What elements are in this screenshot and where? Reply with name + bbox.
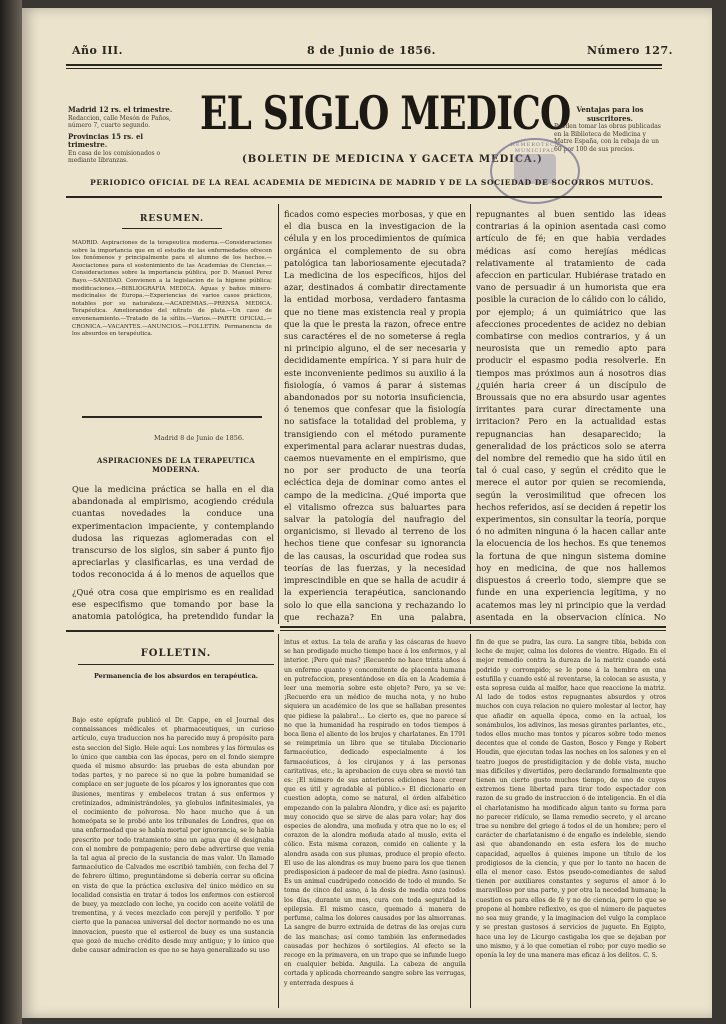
issue-number: Número 127. — [587, 44, 673, 57]
left-price-2: Provincias 15 rs. el trimestre. — [68, 131, 144, 149]
right-note: Pueden tomar las obras publicadas en la Biblioteca de Medicina y Matre España, con la rebaja de un 60 por 100 de sus precios. — [554, 123, 661, 153]
article-right-column: repugnantes al buen sentido las ideas contrarias á la opinion asentada casi como artículo de fé; en que habia verdades médicas así como herejías médicas relativamente al tratamiento de cada afeccion en particular. Hubiérase tratado en vano de persuadir á un humorista que era posible la curacion de lo cálido con lo cálido, por ejemplo; á un quimiátrico que las afecciones procedentes de acidez no debian combatirse con medios contrarios, y á un neurosista que un remedio apto para producir el espasmo podia resolverle. En tiempos mas próximos aun á nosotros dias ¿quién haria creer á un discípulo de Broussais que no era absurdo usar agentes irritantes para curar directamente una irritacion? Pero en la actualidad estas repugnancias han desaparecido; la generalidad de los prácticos solo se aterra del nombre del remedio que ha sido útil en tal ó cual caso, y según el crédito que le merece el autor por quien se recomienda, según la verosimilitud que ofrecen los hechos referidos, así se deciden á repetir los experimentos, sin consultar la teoría, porque ó no admiten ninguna ó la hacen callar ante la elocuencia de los hechos. Es que tenemos la fortuna de que ningun sistema domine hoy en medicina, de que nos hallemos dispuestos á creerlo todo, siempre que se funde en una experiencia legítima, y no acatemos mas ley ni principio que la verdad asentada en la observacion clínica. No — [476, 209, 666, 622]
article-para-2: ¿Qué otra cosa que empirismo es en realidad ese especifismo que tomando por base la anatomia patológica, ha pretendido fundar la — [72, 587, 274, 622]
masthead-subtitle: (BOLETIN DE MEDICINA Y GACETA MEDICA.) — [242, 154, 543, 165]
article-dateline: Madrid 8 de Junio de 1856. — [154, 434, 245, 442]
folletin-subheading: Permanencia de los absurdos en terapéutica. — [93, 672, 259, 680]
article-para-1: Que la medicina práctica se halla en el dia abandonada al empirismo, acogiendo crédula cuantas novedades la conduce una experimentacion impaciente, y contemplando dudosa las riquezas aglomeradas con el transcurso de los siglos, sin saber á punto fijo apreciarlas y clasificarlas, es una verdad de todos reconocida á á lo menos de aquellos que — [72, 484, 274, 580]
top-thin-rule — [66, 68, 662, 69]
masthead-title: EL SIGLO MEDICO — [200, 86, 571, 140]
folletin-heading-rule — [78, 664, 274, 665]
summary-end-rule — [82, 416, 262, 418]
article-heading: ASPIRACIONES DE LA TERAPEUTICA MODERNA. — [96, 456, 256, 474]
newspaper-page — [22, 8, 712, 1018]
issue-date: 8 de Junio de 1856. — [307, 44, 437, 57]
summary-heading: RESUMEN. — [139, 214, 205, 224]
left-note-2: En casa de los comisionados o mediante libranzas. — [68, 149, 161, 164]
folletin-rule-right-thin — [280, 630, 666, 631]
folletin-column-2: intus et extus. La tela de araña y las cáscaras de huevo se han prodigado mucho tiempo hace á los enfermos, y al interior. ¡Pero qué mas? ¡Recuerdo no hace trinta años á un enfermo quanto y concomitente de placenta humana en putrefaccion, presentándose en día en la Academia á leer una memoria sobre este objeto? Pero, ya se ve: ¡Recuerdo era un médico de mucha nota, y no hubo siquiera un académico de los que se hallaban presentes que pidiese la palabra!... Lo cierto es, que no parece sí no que la humanidad ha respirado en todos tiempos á boca llena el aliento de los brujos y charlatanes. En 1791 se reimprimia un libro que se titulaba Diccionario farmacéutico, dedicado especialmente á los farmacéuticos, á los cirujanos y á las personas caritativas, etc.; la aprobacion de cuya obra se movió tan es: ¡El número de sus anteriores ediciones hace creer que es útil y agradable al público.» El diccionario en cuestion adopta, como se natural, el órden alfabético empezando con la palabra Alondra, y dice así: es pajarito muy conocido que se sirve de alas para volar; hay dos especies de alondra, una moñuda y otra que no lo es; el corazon de la alondra moñuda atado al muslo, evita el cólico. Esta misma corazon, comido en caliente y la alondra asada con sus plumas, produce el propio efecto. El uso de las alondras es muy bueno para los que tienen predisposicion á padecer de mal de piedra. Asno (asinus). Es un animal cuadrúpedo conocido de todo el mundo. Se toma de cinco del asno, á la dosis de media onza todos los días, durante un mes, cura con toda seguridad la epilepsia. El mismo casco, quemado á manera de perfume, calma los dolores causados por las almorranas. La sangre de burro extraida de detras de las orejas cura de las manchas; así como también las enfermedades causadas por hechizos ó sortilegios. Al efecto se la recoge en la primavera, en un trapo que se infunde luego en cualquier bebida. Anguila. La cabeza de anguila cortada y aplicada chorreando sangre sobre las verrugas, y enterrada despues á — [284, 639, 466, 987]
folletin-rule-right — [280, 626, 666, 628]
left-price-box — [68, 106, 180, 165]
folletin-heading: FOLLETIN. — [140, 648, 212, 659]
folletin-column-1: Bajo este epígrafe publicó el Dr. Cappe, en el Journal des connaissances médicales et pharmaceutiques, un curioso artículo, cuya traduccion nos ha parecido muy á propósito para esta seccion del Siglo. Hele aquí: Los nombres y las fórmulas es lo único que cambia con las épocas, pero en el fondo siempre queda el mismo absurdo: las pruebas de esta abundan por todas partes, y no parece si no que la pobre humanidad se complace en ser juguete de los pícaros y los ignorantes que con ilusiones, mentiras y embelecos tratan á sus enfermos y cretinizados, administrándoles, ya globulos infinitesimales, ya el cocimiento de polvorosa. No hace mucho que á un homeópata se le probó ante los tribunales de Londres, que en una enfermedad que se había mortal por ignorancia, se le había prescrito por todo tratamiento sino un agua que él designaba con el nombre de pompagenio; pero debe advertirse que venia la tal agua al precio de la sustancia de mas valor. Un llamado farmacéutico de Calvados me escribió también, con fecha del 7 de febrero último, preguntándome si debería cerrar su oficina en vista de que la práctica exclusiva del único médico en su localidad consistia en tratar á todos los enfermos con estiercol de buey, ya mezclado con leche, ya cocido con aceite volátil de trementina, y á veces mezclado con perejil y perifollo. Y por cierto que la panacea universal del doctor normando no es una innovacion, puesto que el estiercol de buey es una sustancia que gozó de mucho crédito desde muy antiguo; y lo único que debe causar admiracion es que no se haya generalizado su uso — [72, 717, 274, 955]
masthead-bottom-rule — [66, 196, 662, 198]
top-double-rule — [66, 64, 662, 66]
official-line: PERIODICO OFICIAL DE LA REAL ACADEMIA DE MEDICINA DE MADRID Y DE LA SOCIEDAD DE SOCORROS MUTUOS. — [90, 178, 654, 187]
right-title: Ventajas para los suscritores. — [576, 105, 644, 123]
book-spine — [0, 0, 22, 1024]
summary-body: MADRID. Aspiraciones de la terapeutica moderna.—Consideraciones sobre la importancia que en el estudio de las enfermedades ofrecen los fenómenos y principalmente para el alumno de los hechos.—Asociaciones para el sostenimiento de las Academias de Ciencias.—Consideraciones sobre la importancia pública, por D. Manuel Perez Bayo.—SANIDAD. Convienen a la legislacion de la higiene pública; modificaciones.—BIBLIOGRAFIA MEDICA. Aguas y baños minero-medicinales de Europa.—Experiencias de varios casos prácticos, notables por su naturaleza.—ACADEMIAS.—PRENSA MEDICA. Terapéutica. Ameliorandos del nitrato de plata.—Un caso de envenenamiento.—Tratado de la sífilis.—Varios.—PARTE OFICIAL.—CRONICA.—VACANTES.—ANUNCIOS.—FOLLETIN. Permanencia de los absurdos en terapéutica. — [72, 240, 272, 338]
library-stamp — [490, 138, 580, 204]
folletin-rule-left — [66, 630, 274, 632]
folletin-column-3: fin de que se pudra, las cura. La sangre tibia, bebida con leche de mujer, calma los dolores de vientre. Hígado. En el mejor remedio contra la dureza de la matriz cuando está podrido y corrompido; se le pone á la hembra en una estufilla y cuando esté al reventarse, la colocan se asusta, y esta sopresa cuida al malfor, hace que reaccione la matriz. Al lado de todos estos repugnantes absurdos y otros muchos con cuya relacion no quiero molestar al lector, hay que añadir en aquella época, como en la actual, los sonámbulos, los adivinos, las mesas girantes parlantes, etc., todos ellos mucho mas tontos y pícaros sobre todo menos decentes que el conde de Gaston, Bosco y Fenge y Robert Houdin, que ejecutan todas las noches en los salones y en el teatro juegos de prestidigitacion y de doble vista, mucho mas difíciles y divertidos, pero declarando formalmente que tienen un cierto gusto muchos tiempo, de uno de cuyos extremos tiene libertad para tirar todo espectador con razon de su grado de instruccion ó de inteligencia. En el día el charlatanismo ha modificado algun tanto su forma para no parecer ridículo, se llama remedio secreto, y el arcano trae su nombre del griego á todos el de un hombre; pero el carácter de charlatanismo é de engaño es indeleble, siendo asi que abandonando en esta esfera los de mucho capacidad, aquellos á quienes impone un título de los prodigiosos de la ciencia, y que por lo tanto no hacen de ella el menor caso. Estos pseudo-comediantes de salud tienen por auxiliares constantes y seguros el amor á lo maravilloso por una parte, y por otra la necedad humana; la cuestion es para ellos de fé y no de ciencia, pero lo que se propone al hombre reflexivo, es que el número de paquetes no sea muy grande, y la imaginacion del vulgo la complace y se prestan gustosos á servicios de juguete. En Egipto, hace una ley de Licurgo castigaba los que se dejaban por uno mismo, y á lo que cometian el robo; por cuyo medio se oponía la ley de una manera mas eficaz á los delitos. C. S. — [476, 639, 666, 959]
column-divider-1 — [278, 204, 279, 624]
left-note: Redaccion, calle Mesón de Paños, número 7, cuarto segundo. — [68, 114, 171, 129]
folletin-divider-2 — [470, 634, 471, 1008]
stamp-text: HEMEROTECA MUNICIPAL — [510, 142, 560, 154]
column-divider-2 — [470, 204, 471, 624]
folletin-divider-1 — [278, 634, 279, 1008]
article-middle-column: ficados como especies morbosas, y que en el dia busca en la investigacion de la célula y en los procedimientos de química orgánica el complemento de su obra patológica tan laboriosamente ejecutada? La medicina de los específicos, hijos del azar, destinados á combatir directamente la entidad morbosa, verdadero fantasma que no tiene mas existencia real y propia que la que le presta la razon, ofrece entre sus caractéres el de no someterse á regla ni principio alguno, el de ser necesaria y decididamente empírica. Y si para huir de este inconveniente pedimos su auxilio á la fisiología, ó vamos á parar á sistemas abandonados por su notoria insuficiencia, ó tenemos que confesar que la fisiología no satisface la totalidad del problema, y transigiendo con el método puramente experimental para aclarar nuestras dudas, caemos nuevamente en el empirismo, que no por ser producto de una teoría ecléctica deja de dominar como antes el campo de la medicina. ¿Qué importa que el vitalismo ofrezca sus baluartes para salvar la patología del naufragio del organicismo, si llevado al terreno de los hechos tiene que confesar su ignorancia de las causas, la oscuridad que rodea sus teorías de las fuerzas, y la necesidad imprescindible en que se halla de acudir á la experiencia terapéutica, sancionando solo lo que ella sanciona y rechazando lo que rechaza? En una palabra, — [284, 209, 466, 622]
left-price: Madrid 12 rs. el trimestre. — [68, 105, 173, 114]
issue-year: Año III. — [72, 44, 123, 57]
summary-heading-rule — [122, 228, 222, 229]
